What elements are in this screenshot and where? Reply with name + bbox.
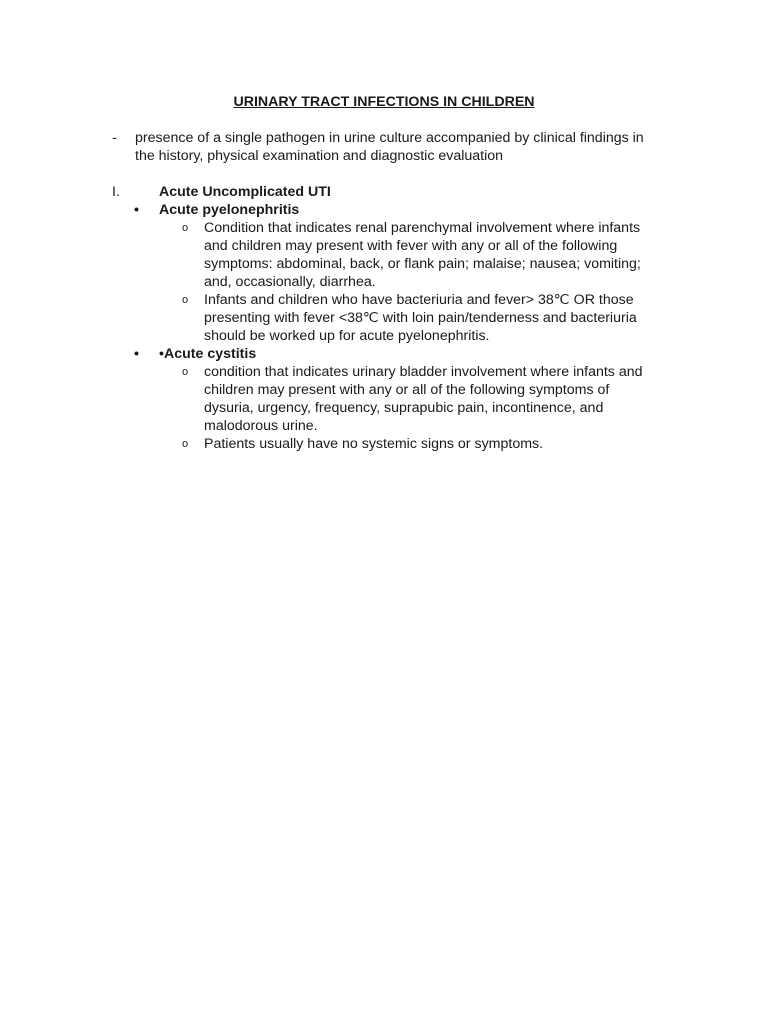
sub-item-line: and children may present with fever with any or all of the following (204, 238, 618, 254)
sub-item (112, 219, 692, 291)
intro-dash-marker: - (112, 130, 117, 146)
sub-item (112, 291, 692, 345)
section-heading (112, 183, 692, 201)
sub-item-marker: o (182, 294, 189, 306)
bullet-title: •Acute cystitis (159, 346, 257, 362)
sub-item-line: presenting with fever <38℃ with loin pain/tenderness and bacteriuria (204, 310, 637, 326)
sub-item-line: Patients usually have no systemic signs or symptoms. (204, 436, 544, 452)
bullet-acute-pyelonephritis (112, 201, 692, 219)
sub-item-marker: o (182, 222, 189, 234)
section-acute-uncomplicated-uti (112, 183, 692, 453)
sub-item-marker: o (182, 438, 189, 450)
bullet-acute-cystitis (112, 345, 692, 363)
sub-item-line: malodorous urine. (204, 418, 318, 434)
bullet-marker: • (134, 346, 139, 362)
intro-text-line-1: presence of a single pathogen in urine culture accompanied by clinical findings in (135, 130, 644, 146)
sub-item-line: and, occasionally, diarrhea. (204, 274, 376, 290)
section-title: Acute Uncomplicated UTI (159, 184, 331, 200)
sub-item-marker: o (182, 366, 189, 378)
sub-item-line: symptoms: abdominal, back, or flank pain; malaise; nausea; vomiting; (204, 256, 641, 272)
sub-item (112, 435, 692, 453)
bullet-title: Acute pyelonephritis (159, 202, 300, 218)
document-title: URINARY TRACT INFECTIONS IN CHILDREN (233, 94, 535, 110)
sub-item-line: Condition that indicates renal parenchymal involvement where infants (204, 220, 641, 236)
bullet-marker: • (134, 202, 139, 218)
sub-item-line: children may present with any or all of the following symptoms of (204, 382, 610, 398)
sub-item-line: Infants and children who have bacteriuria and fever> 38℃ OR those (204, 292, 634, 308)
sub-item-line: condition that indicates urinary bladder involvement where infants and (204, 364, 643, 380)
intro-definition (112, 129, 692, 165)
sub-item-line: dysuria, urgency, frequency, suprapubic pain, incontinence, and (204, 400, 604, 416)
sub-item (112, 363, 692, 435)
intro-text-line-2: the history, physical examination and diagnostic evaluation (135, 148, 504, 164)
sub-item-line: should be worked up for acute pyelonephritis. (204, 328, 490, 344)
section-number: I. (112, 184, 120, 200)
